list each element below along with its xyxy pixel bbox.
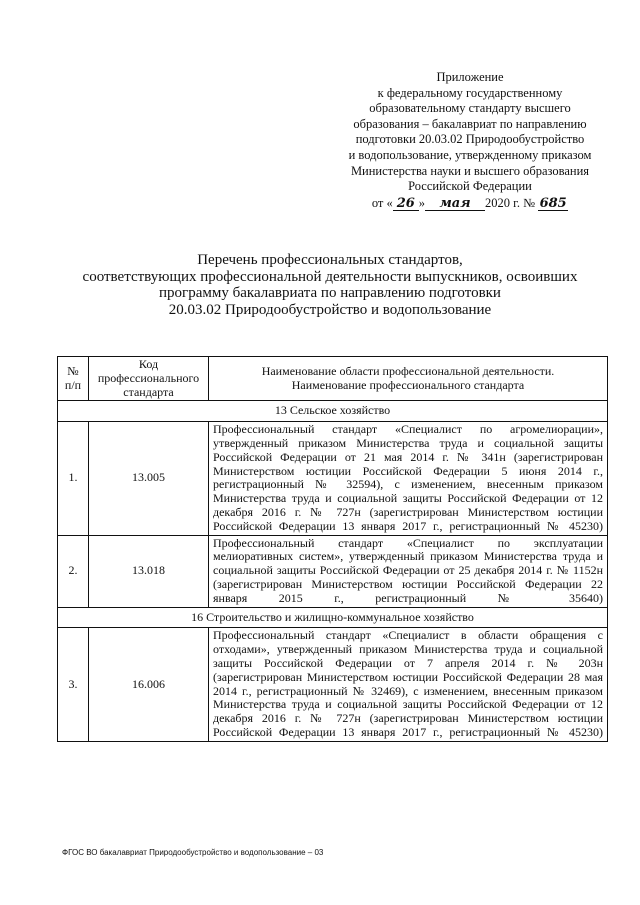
table-row (58, 535, 608, 607)
order-day: 26 (396, 195, 415, 211)
order-day-field (393, 197, 419, 211)
section-title: 13 Сельское хозяйство (58, 401, 608, 422)
header-name-line1: Наименование области профессиональной деятельности. (261, 363, 555, 378)
appendix-line: Российской Федерации (408, 179, 532, 194)
appendix-line: образования – бакалавриат по направлению (353, 116, 587, 131)
header-name-line2: Наименование профессионального стандарта (291, 377, 525, 392)
row-num: 2. (58, 535, 89, 607)
order-month: мая (439, 195, 471, 211)
section-title: 16 Строительство и жилищно-коммунальное хозяйство (58, 607, 608, 628)
appendix-line: и водопользование, утвержденному приказом (348, 147, 592, 162)
appendix-line: образовательному стандарту высшего (369, 101, 571, 116)
appendix-line: подготовки 20.03.02 Природообустройство (355, 132, 585, 147)
standards-table (57, 356, 608, 742)
table-row (58, 628, 608, 741)
row-num: 1. (58, 422, 89, 535)
row-name: Профессиональный стандарт «Специалист по эксплуатации мелиоративных систем», утвержденный приказом Министерства труда и социальной защиты Российской Федерации от 25 декабря 2014 г. № 1152н (зарегистрирован Министерством юстиции Российской Федерации 22 января 2015 г., регистрационный № 35640) (209, 535, 608, 607)
order-number: 685 (539, 195, 567, 211)
header-num: № п/п (58, 357, 89, 401)
order-year: 2020 г. № (485, 195, 536, 210)
order-number-field (538, 197, 568, 211)
row-name: Профессиональный стандарт «Специалист в области обращения с отходами», утвержденный приказом Министерства труда и социальной защиты Российской Федерации от 7 апреля 2014 г. № 203н (зарегистрирован Министерством юстиции Российской Федерации 28 мая 2014 г., регистрационный № 32469), с изменением, внесенным приказом Министерства труда и социальной защиты Российской Федерации от 12 декабря 2016 г. № 727н (зарегистрирован Министерством юстиции Российской Федерации 13 января 2017 г., регистрационный № 45230) (209, 628, 608, 741)
header-code: Код профессионального стандарта (89, 357, 209, 401)
row-code: 16.006 (89, 628, 209, 741)
appendix-line: Приложение (436, 70, 504, 84)
row-code: 13.005 (89, 422, 209, 535)
order-prefix: от « (371, 195, 393, 210)
order-line (330, 196, 610, 212)
row-code: 13.018 (89, 535, 209, 607)
title-line: 20.03.02 Природообустройство и водопользование (168, 301, 492, 318)
header-name (209, 357, 608, 401)
section-row (58, 401, 608, 422)
appendix-block (330, 70, 610, 211)
document-title (60, 252, 600, 318)
table-row (58, 422, 608, 535)
page-footer: ФГОС ВО бакалавриат Природообустройство и водопользование – 03 (62, 848, 324, 857)
appendix-line: к федеральному государственному (377, 85, 563, 100)
table-header-row (58, 357, 608, 401)
order-mid: » (418, 195, 426, 210)
row-num: 3. (58, 628, 89, 741)
title-line: Перечень профессиональных стандартов, (197, 252, 463, 268)
row-name: Профессиональный стандарт «Специалист по агромелиорации», утвержденный приказом Министерства труда и социальной защиты Российской Федерации от 21 мая 2014 г. № 341н (зарегистрирован Министерством юстиции Российской Федерации 5 июня 2014 г., регистрационный № 32594), с изменением, внесенным приказом Министерства труда и социальной защиты Российской Федерации от 12 декабря 2016 г. № 727н (зарегистрирован Министерством юстиции Российской Федерации 13 января 2017 г., регистрационный № 45230) (209, 422, 608, 535)
title-line: соответствующих профессиональной деятельности выпускников, освоивших (82, 268, 578, 285)
title-line: программу бакалавриата по направлению подготовки (159, 285, 501, 302)
section-row (58, 607, 608, 628)
appendix-line: Министерства науки и высшего образования (350, 163, 590, 178)
order-month-field (425, 197, 485, 211)
